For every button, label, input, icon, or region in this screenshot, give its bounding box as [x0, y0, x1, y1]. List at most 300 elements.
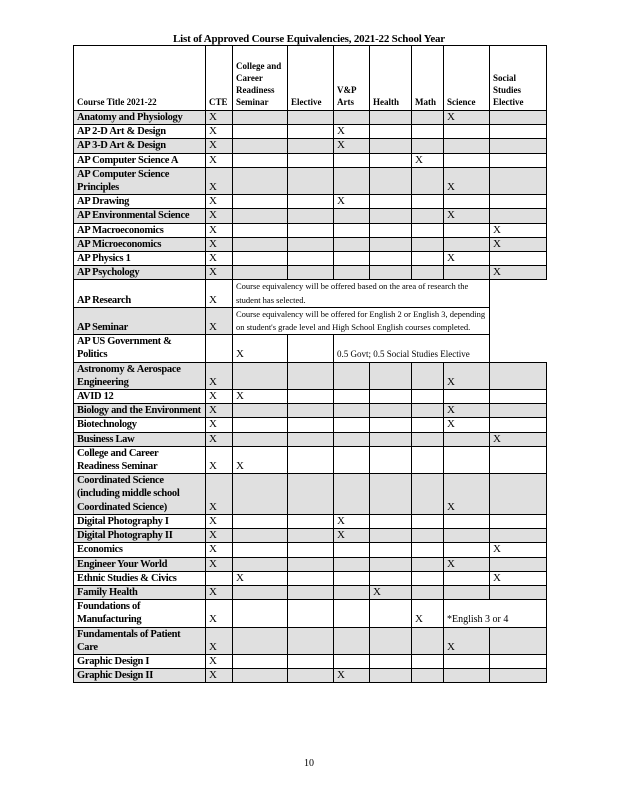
- mark-cell: [334, 390, 370, 404]
- mark-cell: [412, 252, 444, 266]
- mark-cell: X: [334, 529, 370, 543]
- mark-cell: [288, 627, 334, 654]
- course-title-cell: AP Macroeconomics: [74, 223, 206, 237]
- mark-cell: [288, 237, 334, 251]
- mark-cell: [412, 543, 444, 557]
- table-row: [74, 223, 547, 237]
- mark-cell: [334, 418, 370, 432]
- mark-cell: [233, 209, 288, 223]
- mark-cell: [412, 627, 444, 654]
- mark-cell: [370, 209, 412, 223]
- mark-cell: X: [233, 571, 288, 585]
- mark-cell: X: [206, 266, 233, 280]
- mark-cell: X: [206, 195, 233, 209]
- mark-cell: [412, 474, 444, 515]
- course-title-cell: AP Computer Science Principles: [74, 167, 206, 194]
- table-row: [74, 252, 547, 266]
- mark-cell: X: [206, 404, 233, 418]
- header-ccr-seminar: College and Career Readiness Seminar: [233, 46, 288, 111]
- mark-cell: [490, 153, 547, 167]
- mark-cell: [233, 237, 288, 251]
- table-row: [74, 474, 547, 515]
- mark-cell: [490, 195, 547, 209]
- course-title-cell: Digital Photography I: [74, 514, 206, 528]
- mark-cell: [233, 125, 288, 139]
- mark-cell: [233, 404, 288, 418]
- course-title-cell: Biotechnology: [74, 418, 206, 432]
- mark-cell: [288, 404, 334, 418]
- mark-cell: [412, 557, 444, 571]
- mark-cell: [288, 514, 334, 528]
- table-row: [74, 280, 547, 307]
- mark-cell: [334, 600, 370, 627]
- mark-cell: [288, 209, 334, 223]
- note-cell: Course equivalency will be offered for English 2 or English 3, depending on student's grade level and High School English courses completed.: [233, 307, 490, 334]
- course-title-cell: AP Psychology: [74, 266, 206, 280]
- mark-cell: X: [206, 418, 233, 432]
- course-title-cell: AP US Government & Politics: [74, 335, 206, 362]
- mark-cell: X: [206, 167, 233, 194]
- table-row: [74, 571, 547, 585]
- mark-cell: X: [206, 111, 233, 125]
- mark-cell: X: [490, 223, 547, 237]
- mark-cell: X: [334, 514, 370, 528]
- mark-cell: [288, 153, 334, 167]
- course-title-cell: Foundations of Manufacturing: [74, 600, 206, 627]
- mark-cell: [370, 153, 412, 167]
- mark-cell: X: [444, 404, 490, 418]
- mark-cell: [444, 139, 490, 153]
- mark-cell: [444, 446, 490, 473]
- mark-cell: [490, 474, 547, 515]
- mark-cell: [233, 252, 288, 266]
- mark-cell: [490, 669, 547, 683]
- mark-cell: [233, 627, 288, 654]
- mark-cell: [412, 585, 444, 599]
- mark-cell: X: [206, 223, 233, 237]
- mark-cell: [444, 390, 490, 404]
- table-row: [74, 153, 547, 167]
- mark-cell: [370, 571, 412, 585]
- table-row: [74, 669, 547, 683]
- mark-cell: [334, 571, 370, 585]
- mark-cell: X: [206, 280, 233, 307]
- table-row: [74, 543, 547, 557]
- header-cte: CTE: [206, 46, 233, 111]
- mark-cell: [370, 252, 412, 266]
- course-title-cell: Family Health: [74, 585, 206, 599]
- mark-cell: [288, 167, 334, 194]
- course-title-cell: Astronomy & Aerospace Engineering: [74, 362, 206, 389]
- mark-cell: [490, 627, 547, 654]
- table-row: [74, 446, 547, 473]
- mark-cell: [288, 266, 334, 280]
- mark-cell: [233, 111, 288, 125]
- mark-cell: [288, 390, 334, 404]
- mark-cell: [288, 335, 334, 362]
- mark-cell: X: [444, 111, 490, 125]
- course-title-cell: Anatomy and Physiology: [74, 111, 206, 125]
- table-row: [74, 654, 547, 668]
- mark-cell: [412, 514, 444, 528]
- document-title: List of Approved Course Equivalencies, 2021-22 School Year: [173, 33, 445, 45]
- mark-cell: X: [206, 237, 233, 251]
- mark-cell: X: [206, 529, 233, 543]
- mark-cell: [233, 585, 288, 599]
- mark-cell: [412, 404, 444, 418]
- mark-cell: [233, 167, 288, 194]
- course-title-cell: Business Law: [74, 432, 206, 446]
- mark-cell: X: [206, 307, 233, 334]
- mark-cell: X: [206, 390, 233, 404]
- mark-cell: [444, 654, 490, 668]
- mark-cell: [233, 543, 288, 557]
- mark-cell: [444, 266, 490, 280]
- mark-cell: [288, 125, 334, 139]
- table-row: [74, 139, 547, 153]
- mark-cell: X: [206, 139, 233, 153]
- mark-cell: [233, 557, 288, 571]
- course-title-cell: Fundamentals of Patient Care: [74, 627, 206, 654]
- mark-cell: [334, 557, 370, 571]
- mark-cell: [370, 627, 412, 654]
- mark-cell: [288, 195, 334, 209]
- mark-cell: [334, 585, 370, 599]
- mark-cell: [233, 362, 288, 389]
- note-cell: Course equivalency will be offered based on the area of research the student has selected.: [233, 280, 490, 307]
- mark-cell: [370, 362, 412, 389]
- table-row: [74, 418, 547, 432]
- mark-cell: [444, 125, 490, 139]
- header-social-studies: Social Studies Elective: [490, 46, 547, 111]
- page-number: 10: [304, 758, 314, 769]
- mark-cell: [233, 223, 288, 237]
- mark-cell: [334, 237, 370, 251]
- mark-cell: X: [206, 600, 233, 627]
- note-cell: *English 3 or 4: [444, 600, 547, 627]
- table-row: [74, 307, 547, 334]
- course-title-cell: AVID 12: [74, 390, 206, 404]
- mark-cell: [412, 223, 444, 237]
- mark-cell: [444, 571, 490, 585]
- mark-cell: [444, 195, 490, 209]
- mark-cell: [370, 514, 412, 528]
- table-row: [74, 167, 547, 194]
- mark-cell: [444, 432, 490, 446]
- mark-cell: [490, 252, 547, 266]
- mark-cell: [370, 557, 412, 571]
- mark-cell: [444, 529, 490, 543]
- table-row: [74, 335, 547, 362]
- mark-cell: [334, 474, 370, 515]
- mark-cell: [334, 627, 370, 654]
- mark-cell: [288, 418, 334, 432]
- mark-cell: X: [233, 390, 288, 404]
- mark-cell: [288, 571, 334, 585]
- mark-cell: X: [334, 139, 370, 153]
- mark-cell: [233, 514, 288, 528]
- mark-cell: [370, 167, 412, 194]
- mark-cell: [370, 474, 412, 515]
- mark-cell: [288, 432, 334, 446]
- mark-cell: [490, 390, 547, 404]
- mark-cell: X: [370, 585, 412, 599]
- course-title-cell: College and Career Readiness Seminar: [74, 446, 206, 473]
- course-title-cell: AP Computer Science A: [74, 153, 206, 167]
- table-row: [74, 266, 547, 280]
- mark-cell: X: [334, 669, 370, 683]
- mark-cell: [412, 529, 444, 543]
- course-title-cell: AP 2-D Art & Design: [74, 125, 206, 139]
- table-row: [74, 111, 547, 125]
- mark-cell: [206, 335, 233, 362]
- mark-cell: X: [490, 543, 547, 557]
- mark-cell: X: [206, 125, 233, 139]
- mark-cell: X: [206, 252, 233, 266]
- mark-cell: [412, 571, 444, 585]
- mark-cell: [490, 529, 547, 543]
- mark-cell: X: [444, 418, 490, 432]
- mark-cell: [444, 153, 490, 167]
- course-title-cell: AP Seminar: [74, 307, 206, 334]
- mark-cell: [288, 529, 334, 543]
- mark-cell: [233, 654, 288, 668]
- mark-cell: [334, 266, 370, 280]
- table-row: [74, 362, 547, 389]
- mark-cell: [233, 418, 288, 432]
- mark-cell: [370, 125, 412, 139]
- mark-cell: [334, 362, 370, 389]
- mark-cell: [233, 474, 288, 515]
- mark-cell: [412, 418, 444, 432]
- mark-cell: [412, 209, 444, 223]
- header-vp-arts: V&P Arts: [334, 46, 370, 111]
- mark-cell: [370, 390, 412, 404]
- course-title-cell: Graphic Design I: [74, 654, 206, 668]
- mark-cell: [334, 167, 370, 194]
- mark-cell: [370, 237, 412, 251]
- mark-cell: X: [206, 627, 233, 654]
- mark-cell: [370, 669, 412, 683]
- mark-cell: [412, 390, 444, 404]
- mark-cell: [288, 111, 334, 125]
- mark-cell: [490, 446, 547, 473]
- mark-cell: [370, 432, 412, 446]
- mark-cell: [412, 362, 444, 389]
- table-row: [74, 514, 547, 528]
- course-title-cell: Coordinated Science (including middle school Coordinated Science): [74, 474, 206, 515]
- mark-cell: X: [412, 153, 444, 167]
- header-math: Math: [412, 46, 444, 111]
- mark-cell: [370, 223, 412, 237]
- mark-cell: X: [490, 571, 547, 585]
- mark-cell: X: [206, 669, 233, 683]
- mark-cell: [334, 153, 370, 167]
- mark-cell: [370, 446, 412, 473]
- mark-cell: [412, 125, 444, 139]
- course-title-cell: AP Physics 1: [74, 252, 206, 266]
- mark-cell: X: [206, 432, 233, 446]
- mark-cell: [288, 654, 334, 668]
- header-row: [74, 46, 547, 111]
- table-row: [74, 209, 547, 223]
- mark-cell: [288, 446, 334, 473]
- mark-cell: [370, 111, 412, 125]
- mark-cell: [233, 669, 288, 683]
- mark-cell: [370, 654, 412, 668]
- header-course-title: Course Title 2021-22: [74, 46, 206, 111]
- mark-cell: [370, 266, 412, 280]
- mark-cell: X: [444, 209, 490, 223]
- table-row: [74, 404, 547, 418]
- table-row: [74, 529, 547, 543]
- mark-cell: X: [444, 167, 490, 194]
- mark-cell: [490, 139, 547, 153]
- mark-cell: X: [206, 446, 233, 473]
- mark-cell: [370, 600, 412, 627]
- mark-cell: [288, 362, 334, 389]
- mark-cell: [412, 167, 444, 194]
- mark-cell: [490, 654, 547, 668]
- mark-cell: [444, 669, 490, 683]
- table-row: [74, 432, 547, 446]
- table-row: [74, 195, 547, 209]
- mark-cell: [370, 404, 412, 418]
- mark-cell: [412, 195, 444, 209]
- table-row: [74, 390, 547, 404]
- table-row: [74, 557, 547, 571]
- mark-cell: X: [206, 153, 233, 167]
- course-title-cell: AP Environmental Science: [74, 209, 206, 223]
- mark-cell: [412, 237, 444, 251]
- mark-cell: [490, 362, 547, 389]
- header-elective: Elective: [288, 46, 334, 111]
- mark-cell: [490, 125, 547, 139]
- mark-cell: [334, 543, 370, 557]
- mark-cell: X: [444, 557, 490, 571]
- course-title-cell: Graphic Design II: [74, 669, 206, 683]
- mark-cell: [412, 669, 444, 683]
- mark-cell: [444, 585, 490, 599]
- mark-cell: [444, 223, 490, 237]
- mark-cell: [334, 209, 370, 223]
- mark-cell: [334, 252, 370, 266]
- mark-cell: [233, 139, 288, 153]
- mark-cell: X: [444, 362, 490, 389]
- mark-cell: [412, 446, 444, 473]
- header-science: Science: [444, 46, 490, 111]
- table-row: [74, 627, 547, 654]
- mark-cell: X: [444, 474, 490, 515]
- mark-cell: [233, 266, 288, 280]
- mark-cell: [334, 432, 370, 446]
- mark-cell: [370, 195, 412, 209]
- mark-cell: X: [206, 474, 233, 515]
- mark-cell: [233, 195, 288, 209]
- course-title-cell: Economics: [74, 543, 206, 557]
- mark-cell: [444, 514, 490, 528]
- mark-cell: [288, 585, 334, 599]
- mark-cell: [490, 209, 547, 223]
- header-health: Health: [370, 46, 412, 111]
- mark-cell: [412, 111, 444, 125]
- mark-cell: [288, 474, 334, 515]
- mark-cell: X: [233, 446, 288, 473]
- mark-cell: [288, 600, 334, 627]
- mark-cell: [370, 418, 412, 432]
- mark-cell: [288, 543, 334, 557]
- mark-cell: X: [206, 557, 233, 571]
- mark-cell: [233, 153, 288, 167]
- mark-cell: X: [444, 252, 490, 266]
- mark-cell: [490, 557, 547, 571]
- mark-cell: X: [334, 125, 370, 139]
- equivalency-table: [73, 45, 547, 683]
- mark-cell: [444, 237, 490, 251]
- course-title-cell: Ethnic Studies & Civics: [74, 571, 206, 585]
- mark-cell: X: [490, 237, 547, 251]
- table-row: [74, 237, 547, 251]
- mark-cell: [288, 223, 334, 237]
- mark-cell: [412, 139, 444, 153]
- mark-cell: [490, 111, 547, 125]
- table-row: [74, 585, 547, 599]
- mark-cell: [334, 654, 370, 668]
- mark-cell: [233, 529, 288, 543]
- course-title-cell: AP Research: [74, 280, 206, 307]
- mark-cell: X: [206, 585, 233, 599]
- mark-cell: [490, 585, 547, 599]
- course-title-cell: Digital Photography II: [74, 529, 206, 543]
- course-title-cell: Engineer Your World: [74, 557, 206, 571]
- mark-cell: X: [206, 654, 233, 668]
- table-row: [74, 600, 547, 627]
- mark-cell: [412, 266, 444, 280]
- mark-cell: [490, 404, 547, 418]
- mark-cell: [334, 446, 370, 473]
- mark-cell: X: [444, 627, 490, 654]
- mark-cell: [288, 252, 334, 266]
- mark-cell: X: [334, 195, 370, 209]
- mark-cell: [412, 432, 444, 446]
- mark-cell: X: [490, 432, 547, 446]
- mark-cell: [334, 223, 370, 237]
- mark-cell: [412, 654, 444, 668]
- mark-cell: [370, 139, 412, 153]
- mark-cell: [334, 111, 370, 125]
- mark-cell: X: [206, 514, 233, 528]
- note-cell: 0.5 Govt; 0.5 Social Studies Elective: [334, 335, 490, 362]
- mark-cell: [370, 529, 412, 543]
- mark-cell: [444, 543, 490, 557]
- mark-cell: [334, 404, 370, 418]
- mark-cell: X: [412, 600, 444, 627]
- mark-cell: [288, 669, 334, 683]
- mark-cell: [370, 543, 412, 557]
- mark-cell: [288, 557, 334, 571]
- mark-cell: [206, 571, 233, 585]
- mark-cell: X: [206, 362, 233, 389]
- course-title-cell: AP Drawing: [74, 195, 206, 209]
- mark-cell: [288, 139, 334, 153]
- table-row: [74, 125, 547, 139]
- course-title-cell: Biology and the Environment: [74, 404, 206, 418]
- mark-cell: X: [206, 543, 233, 557]
- course-title-cell: AP Microeconomics: [74, 237, 206, 251]
- course-title-cell: AP 3-D Art & Design: [74, 139, 206, 153]
- mark-cell: X: [233, 335, 288, 362]
- mark-cell: [233, 600, 288, 627]
